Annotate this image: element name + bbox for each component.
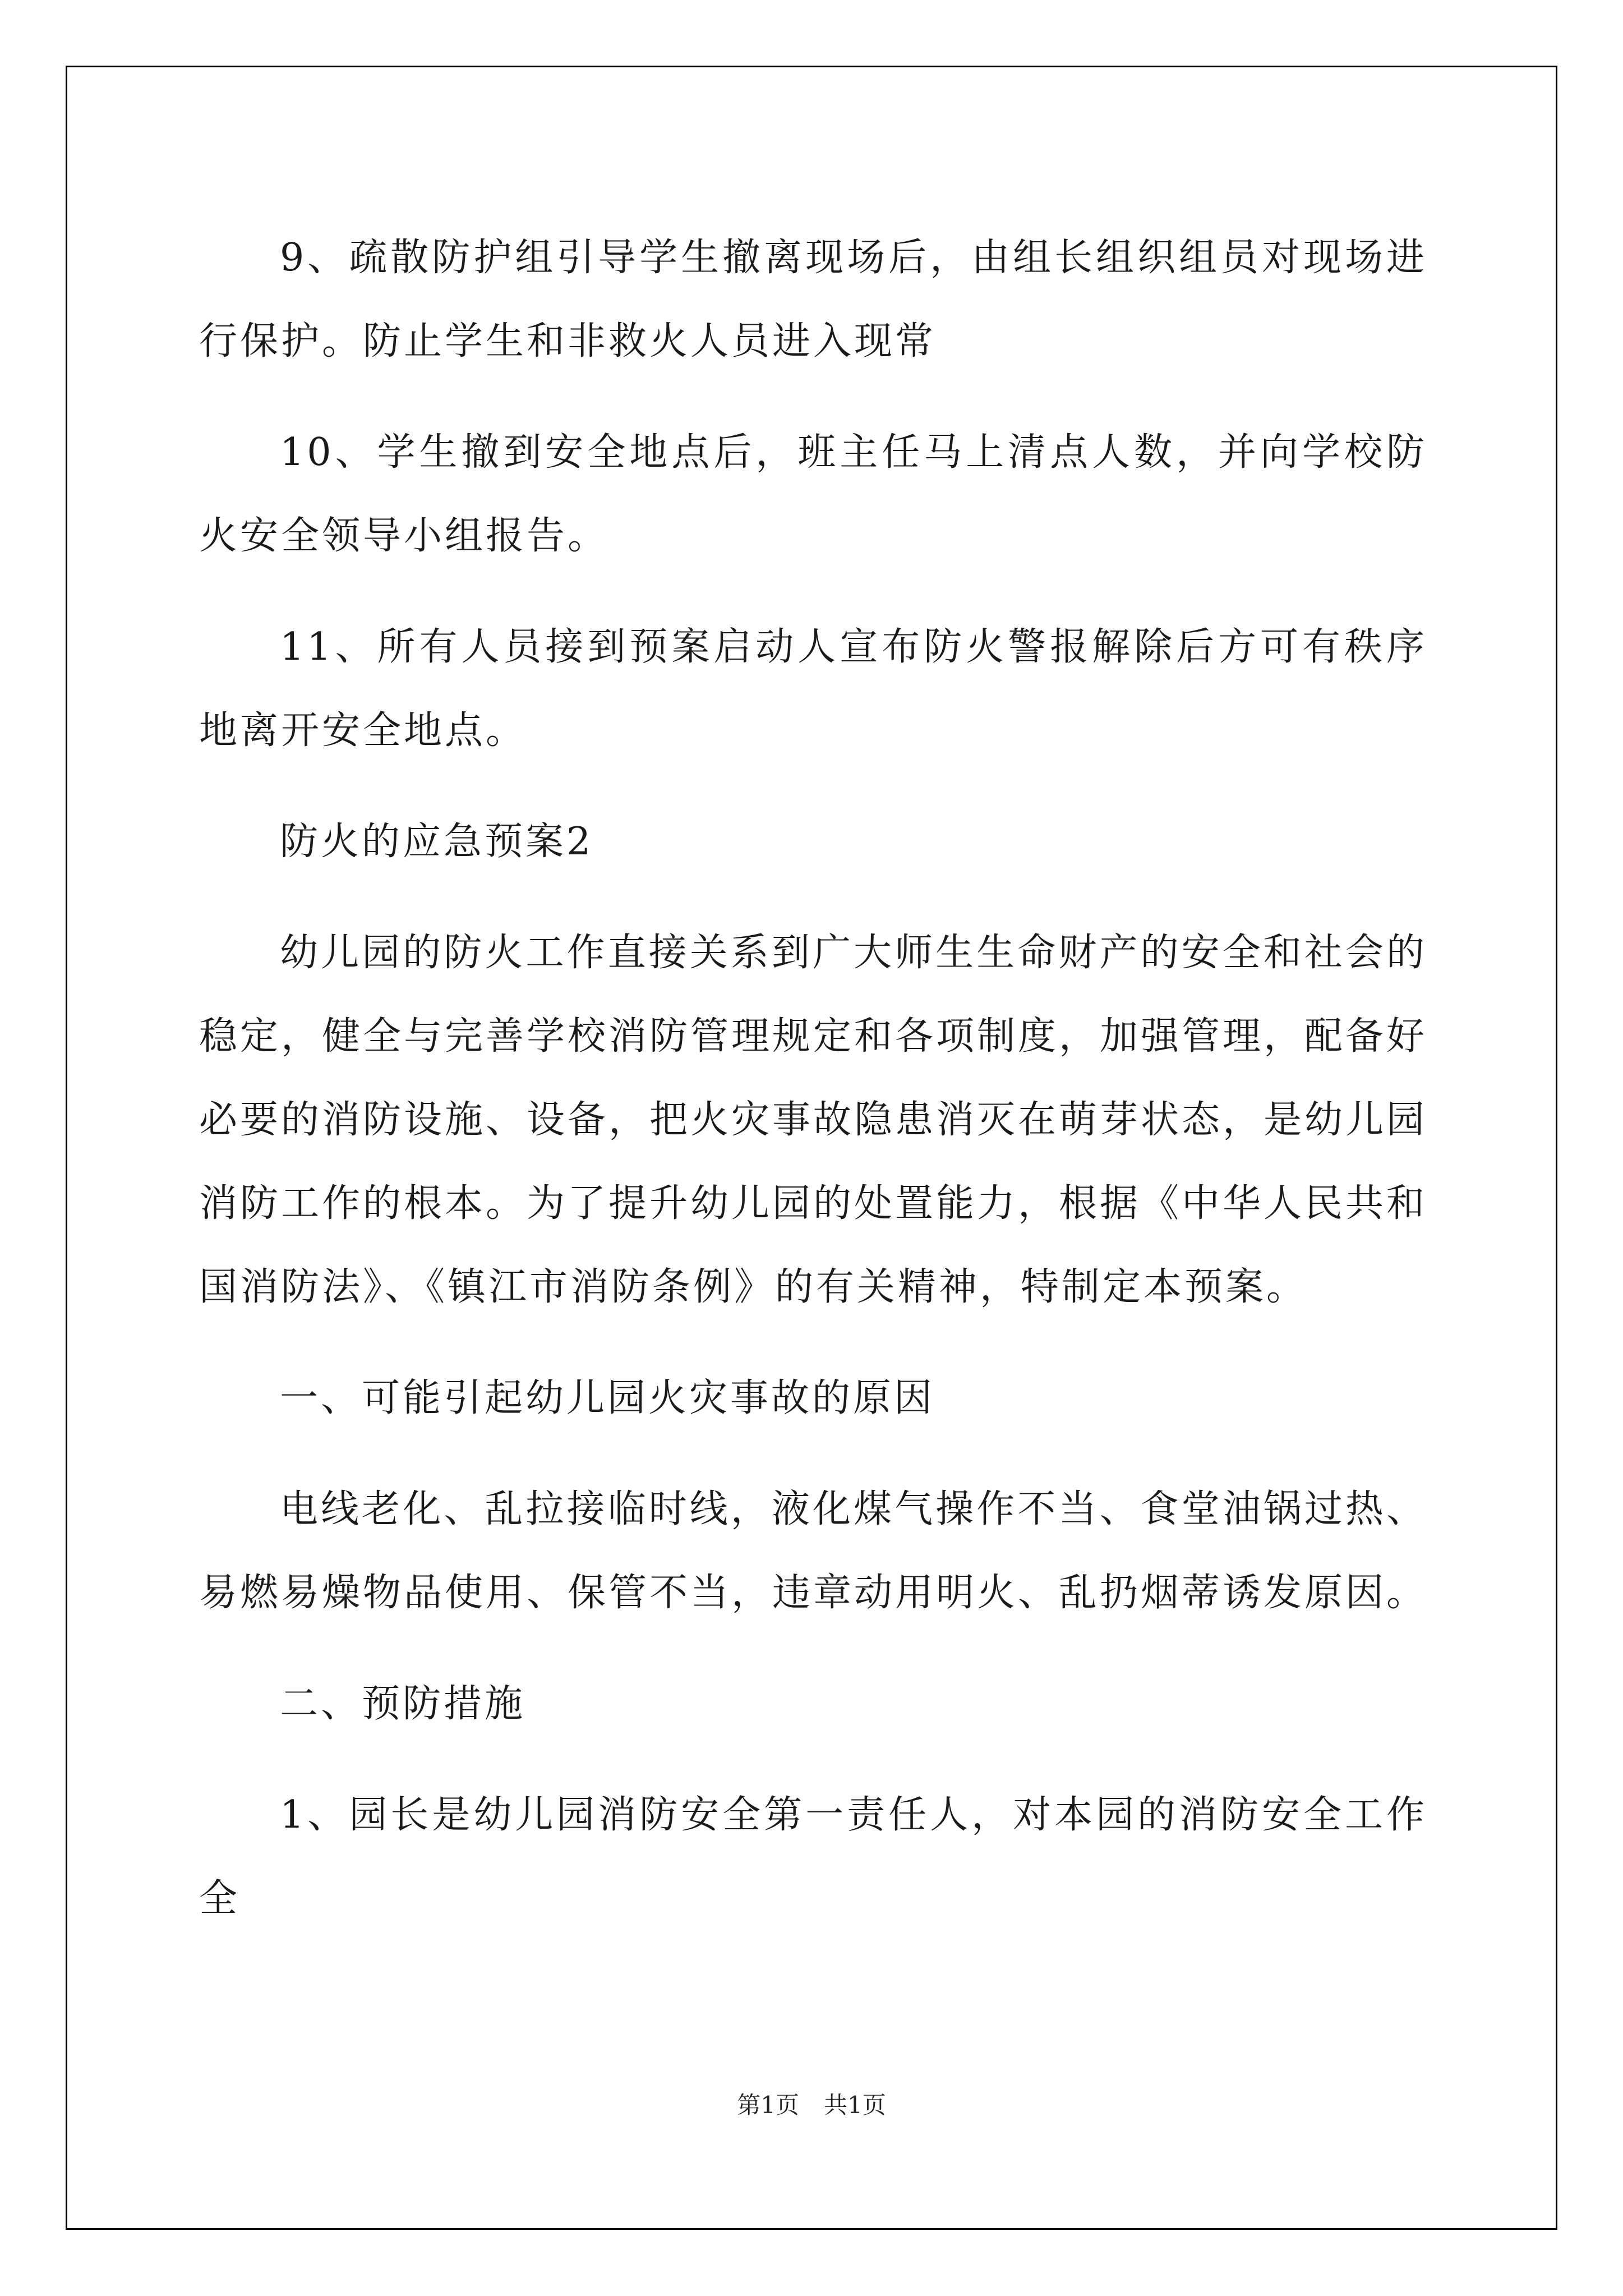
paragraph-intro: 幼儿园的防火工作直接关系到广大师生生命财产的安全和社会的稳定，健全与完善学校消防管理规定和各项制度，加强管理，配备好必要的消防设施、设备，把火灾事故隐患消灭在萌芽状态，是幼儿园消防工作的根本。为了提升幼儿园的处置能力，根据《中华人民共和国消防法》、《镇江市消防条例》的有关精神，特制定本预案。 — [199, 931, 1428, 1309]
paragraph-item-10: 10、学生撤到安全地点后，班主任马上清点人数，并向学校防火安全领导小组报告。 — [199, 430, 1427, 558]
paragraph-prevention-1: 1、园长是幼儿园消防安全第一责任人，对本园的消防安全工作全 — [199, 1793, 1427, 1921]
section-heading-causes: 一、可能引起幼儿园火灾事故的原因 — [280, 1376, 935, 1420]
section-heading-plan-2: 防火的应急预案2 — [280, 820, 594, 864]
page-total: 共1页 — [824, 2091, 886, 2119]
section-heading-prevention: 二、预防措施 — [280, 1682, 526, 1726]
page-footer — [0, 2090, 1623, 2121]
document-body — [199, 216, 1427, 1968]
paragraph-item-9: 9、疏散防护组引导学生撤离现场后，由组长组织组员对现场进行保护。防止学生和非救火人员进入现常 — [199, 236, 1427, 364]
paragraph-item-11: 11、所有人员接到预案启动人宣布防火警报解除后方可有秩序地离开安全地点。 — [199, 625, 1427, 753]
paragraph-causes: 电线老化、乱拉接临时线，液化煤气操作不当、食堂油锅过热、易燃易燥物品使用、保管不当，违章动用明火、乱扔烟蒂诱发原因。 — [199, 1487, 1428, 1615]
page-number: 第1页 — [737, 2091, 799, 2119]
